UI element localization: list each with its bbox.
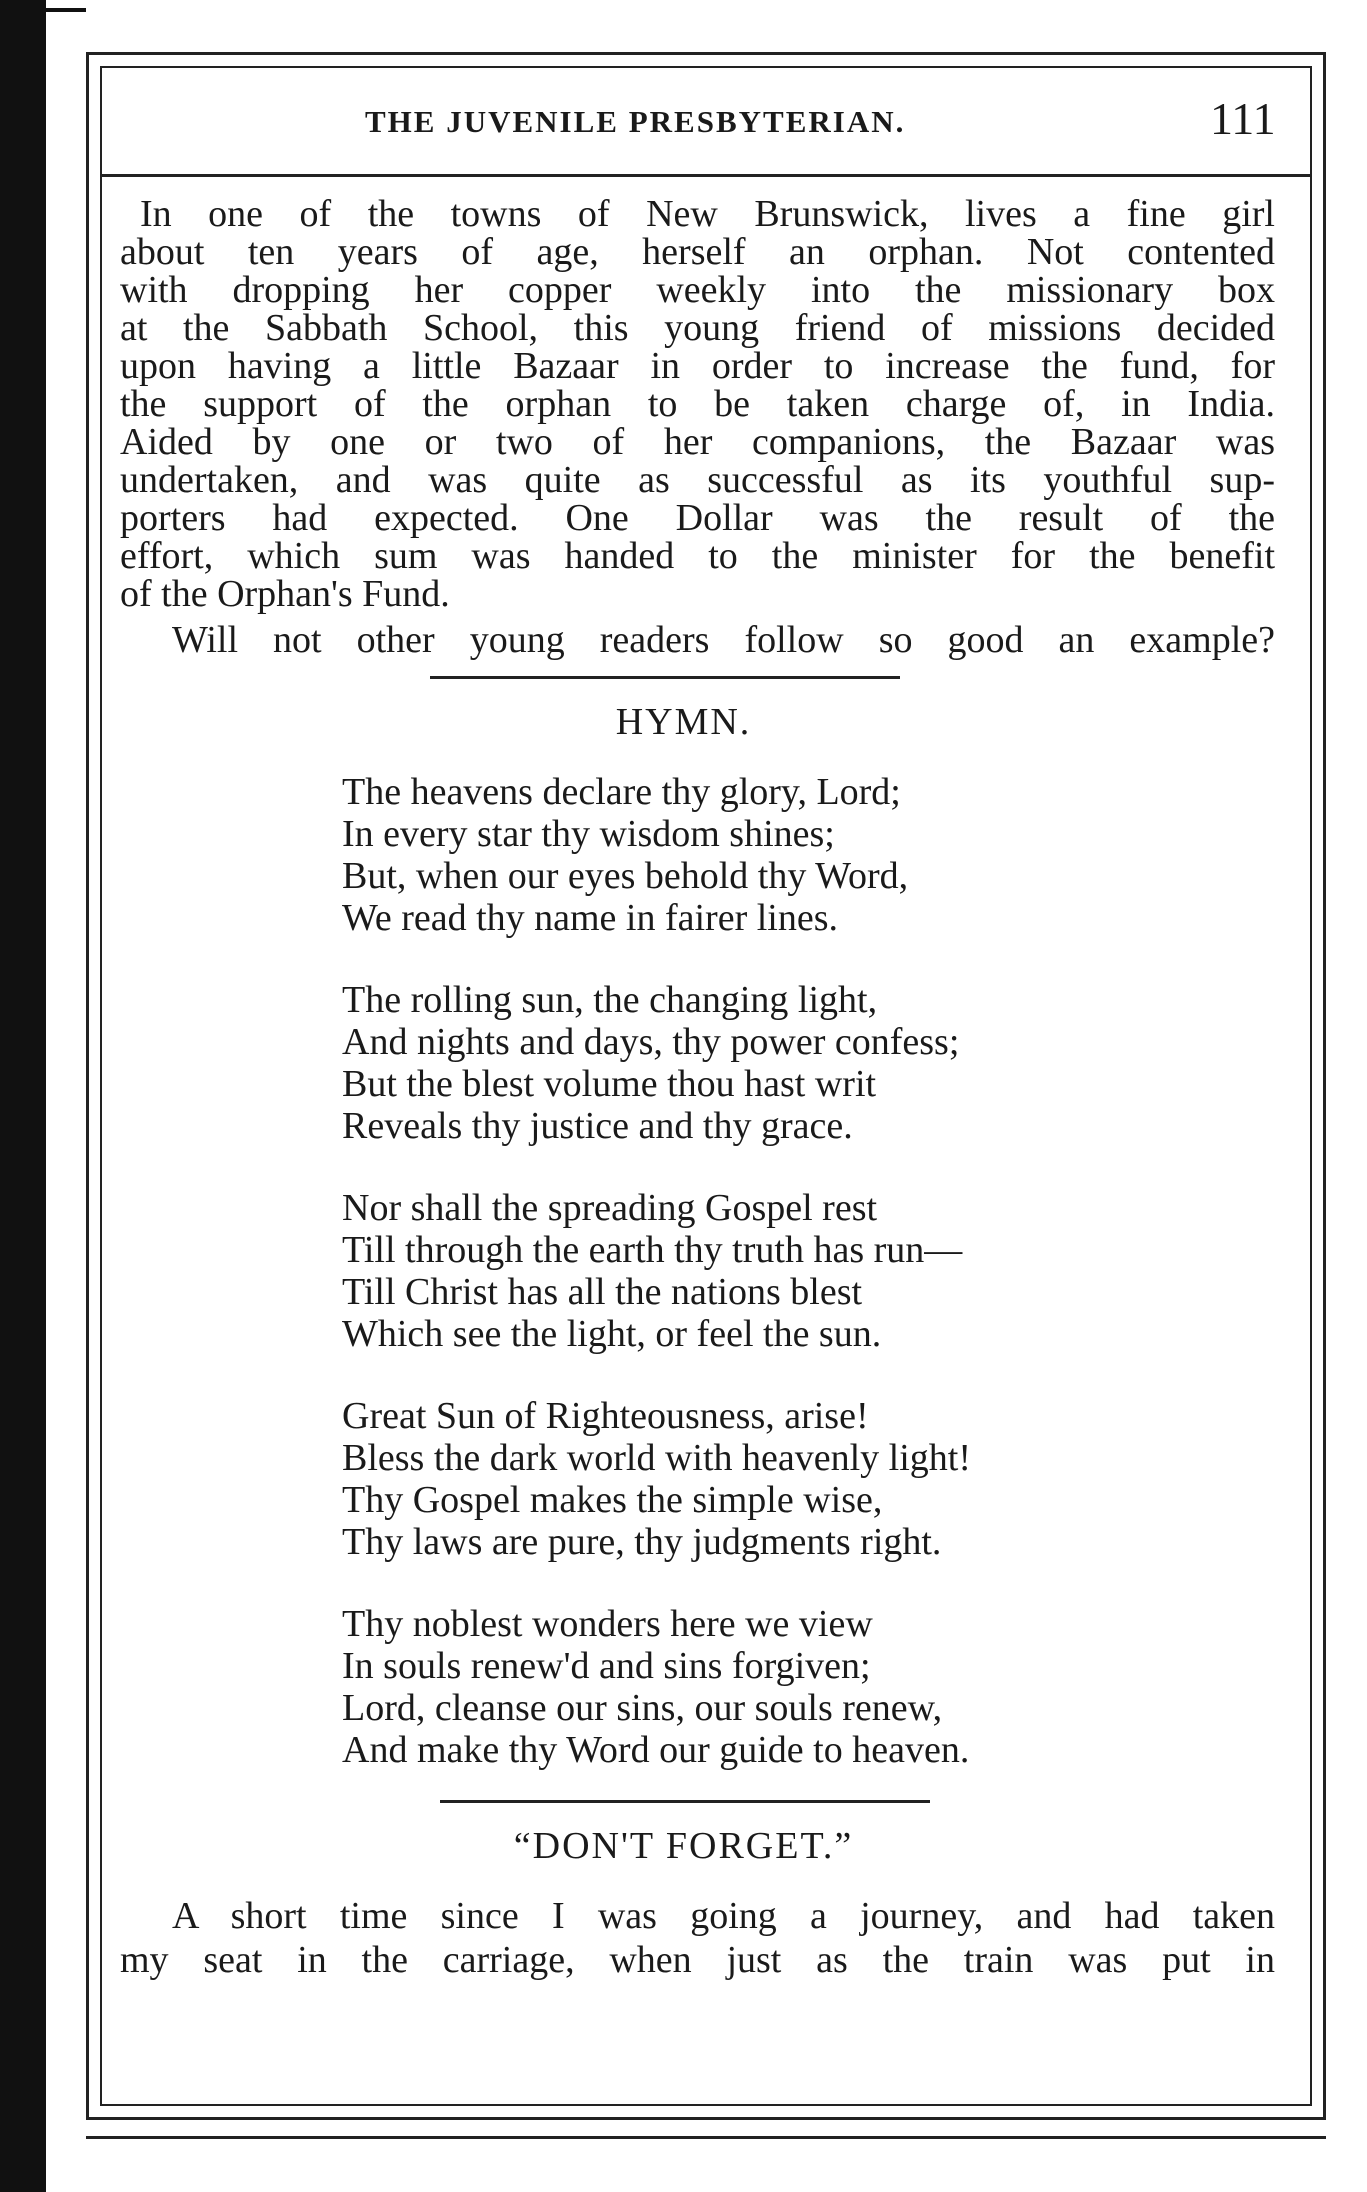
verse-line: But the blest volume thou hast writ <box>342 1063 877 1105</box>
verse-line: And make thy Word our guide to heaven. <box>342 1729 970 1771</box>
verse-line: And nights and days, thy power confess; <box>342 1021 960 1063</box>
paragraph-line: upon having a little Bazaar in order to increase the fund, for <box>120 345 1275 387</box>
verse-line: Thy laws are pure, thy judgments right. <box>342 1521 942 1563</box>
hymn-heading: HYMN. <box>615 701 752 743</box>
paragraph-line: of the Orphan's Fund. <box>120 573 450 615</box>
verse-line: But, when our eyes behold thy Word, <box>342 855 909 897</box>
section-divider <box>440 1800 930 1803</box>
paragraph-line: at the Sabbath School, this young friend of missions decided <box>120 307 1275 349</box>
verse-line: Reveals thy justice and thy grace. <box>342 1105 853 1147</box>
paragraph-line: with dropping her copper weekly into the missionary box <box>120 269 1275 311</box>
verse-line: Bless the dark world with heavenly light! <box>342 1437 971 1479</box>
paragraph-line: the support of the orphan to be taken charge of, in India. <box>120 383 1275 425</box>
verse-line: In every star thy wisdom shines; <box>342 813 835 855</box>
page-number: 111 <box>1210 93 1276 144</box>
paragraph-line: In one of the towns of New Brunswick, lives a fine girl <box>140 193 1275 235</box>
verse-line: The heavens declare thy glory, Lord; <box>342 771 901 813</box>
journal-title: THE JUVENILE PRESBYTERIAN. <box>365 104 906 139</box>
verse-line: Thy noblest wonders here we view <box>342 1603 873 1645</box>
verse-line: Great Sun of Righteousness, arise! <box>342 1395 869 1437</box>
paragraph-line: my seat in the carriage, when just as the train was put in <box>120 1939 1275 1981</box>
paragraph-line: porters had expected. One Dollar was the result of the <box>120 497 1275 539</box>
paragraph-line: undertaken, and was quite as successful as its youthful sup- <box>120 459 1275 501</box>
paragraph-line: A short time since I was going a journey, and had taken <box>172 1895 1275 1937</box>
paragraph-line: Will not other young readers follow so good an example? <box>172 619 1275 661</box>
paragraph-line: about ten years of age, herself an orphan. Not contented <box>120 231 1275 273</box>
verse-line: Till Christ has all the nations blest <box>342 1271 863 1313</box>
verse-line: Nor shall the spreading Gospel rest <box>342 1187 878 1229</box>
verse-line: Which see the light, or feel the sun. <box>342 1313 882 1355</box>
verse-line: The rolling sun, the changing light, <box>342 979 878 1021</box>
article-heading: “DON'T FORGET.” <box>513 1825 854 1867</box>
paragraph-line: Aided by one or two of her companions, the Bazaar was <box>120 421 1275 463</box>
verse-line: We read thy name in fairer lines. <box>342 897 839 939</box>
section-divider <box>430 676 900 679</box>
paragraph-line: effort, which sum was handed to the minister for the benefit <box>120 535 1275 577</box>
verse-line: In souls renew'd and sins forgiven; <box>342 1645 871 1687</box>
verse-line: Till through the earth thy truth has run— <box>342 1229 963 1271</box>
verse-line: Thy Gospel makes the simple wise, <box>342 1479 883 1521</box>
verse-line: Lord, cleanse our sins, our souls renew, <box>342 1687 943 1729</box>
